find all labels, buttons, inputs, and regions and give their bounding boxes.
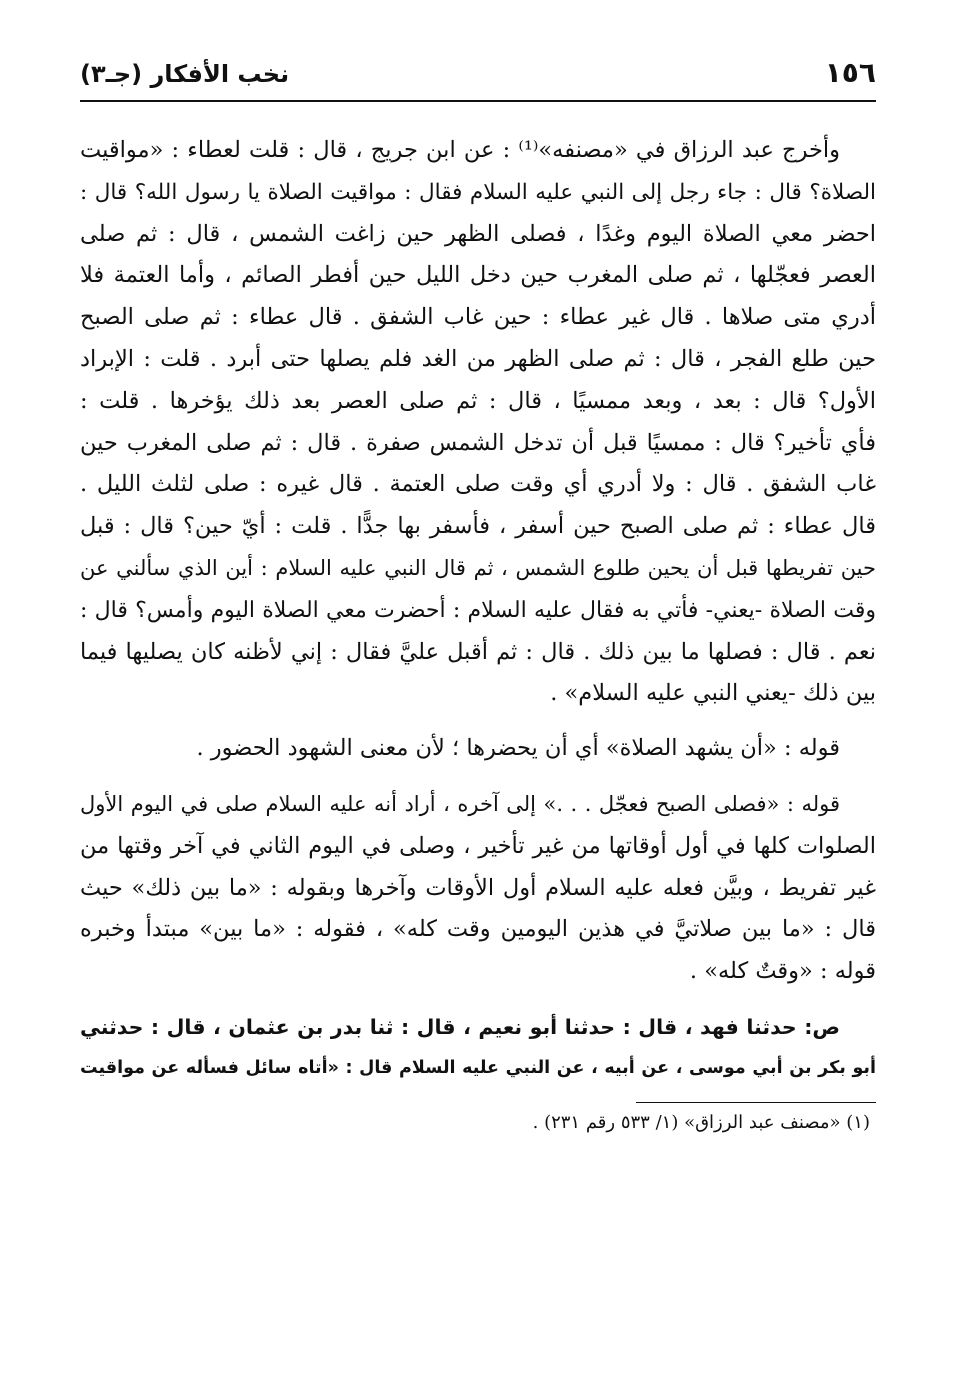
- paragraph-commentary-1: [80, 728, 876, 770]
- text-line: قوله : «أن يشهد الصلاة» أي أن يحضرها ؛ لأن معنى الشهود الحضور .: [196, 735, 840, 762]
- text-line: نعم . قال : فصلها ما بين ذلك . قال : ثم أقبل عليَّ فقال : إني لأظنه كان يصليها فيما: [80, 638, 876, 665]
- text-line: أدري متى صلاها . قال غير عطاء : حين غاب الشفق . قال عطاء : ثم صلى الصبح: [80, 304, 876, 331]
- text-line: العصر فعجّلها ، ثم صلى المغرب حين دخل الليل حين أفطر الصائم ، وأما العتمة فلا: [80, 262, 876, 289]
- text-line: احضر معي الصلاة اليوم وغدًا ، فصلى الظهر حين زاغت الشمس ، قال : ثم صلى: [80, 220, 876, 247]
- text-line: أبو بكر بن أبي موسى ، عن أبيه ، عن النبي عليه السلام قال : «أتاه سائل فسأله عن مواقيت: [80, 1058, 876, 1079]
- text-line: حين طلع الفجر ، قال : ثم صلى الظهر من الغد فلم يصلها حتى أبرد . قلت : الإبراد: [80, 345, 876, 372]
- text-line: وقت الصلاة -يعني- فأتي به فقال عليه السلام : أحضرت معي الصلاة اليوم وأمس؟ قال :: [80, 597, 876, 623]
- text-line: غاب الشفق . قال : ولا أدري أي وقت صلى العتمة . قال غيره : صلى لثلث الليل .: [80, 471, 876, 498]
- paragraph-commentary-2: [80, 784, 876, 993]
- page-body: [80, 130, 876, 1090]
- footnote: (١) «مصنف عبد الرزاق» (١/ ٥٣٣ رقم ٢٣١) .: [532, 1111, 870, 1133]
- text-line: بين ذلك -يعني النبي عليه السلام» .: [550, 680, 876, 707]
- running-title: نخب الأفكار (جـ٣): [80, 60, 290, 88]
- text-line: قوله : «فصلى الصبح فعجّل . . .» إلى آخره ، أراد أنه عليه السلام صلى في اليوم الأول: [80, 791, 840, 816]
- text-line: الأول؟ قال : بعد ، وبعد ممسيًا ، قال : ثم صلى العصر بعد ذلك يؤخرها . قلت :: [80, 387, 876, 414]
- paragraph-hadith-abdulrazzaq: [80, 130, 876, 715]
- book-page: [80, 56, 876, 1139]
- text-line: ص: حدثنا فهد ، قال : حدثنا أبو نعيم ، قال : ثنا بدر بن عثمان ، قال : حدثني: [80, 1014, 840, 1039]
- text-line: غير تفريط ، وبيَّن فعله عليه السلام أول الأوقات وآخرها وبقوله : «ما بين ذلك» حيث: [80, 874, 876, 901]
- text-line: قوله : «وقتٌ كله» .: [689, 958, 876, 985]
- page-header: [80, 56, 876, 102]
- paragraph-isnad: [80, 1007, 876, 1090]
- text-line: قال : «ما بين صلاتيَّ في هذين اليومين وقت كله» ، فقوله : «ما بين» مبتدأ وخبره: [80, 916, 876, 943]
- text-line: وأخرج عبد الرزاق في «مصنفه»⁽¹⁾ : عن ابن جريج ، قال : قلت لعطاء : «مواقيت: [80, 137, 841, 163]
- text-line: قال عطاء : ثم صلى الصبح حين أسفر ، فأسفر بها جدًّا . قلت : أيّ حين؟ قال : قبل: [80, 513, 876, 540]
- text-line: الصلاة؟ قال : جاء رجل إلى النبي عليه السلام فقال : مواقيت الصلاة يا رسول الله؟ قال :: [80, 179, 876, 205]
- footnote-divider: [636, 1102, 876, 1103]
- page-number: ١٥٦: [824, 56, 876, 89]
- text-line: حين تفريطها قبل أن يحين طلوع الشمس ، ثم قال النبي عليه السلام : أين الذي سألني عن: [80, 555, 876, 580]
- text-line: الصلوات كلها في أول أوقاتها من غير تأخير ، وصلى في اليوم الثاني في آخر وقتها من: [80, 832, 876, 859]
- text-line: فأي تأخير؟ قال : ممسيًا قبل أن تدخل الشمس صفرة . قال : ثم صلى المغرب حين: [80, 429, 876, 456]
